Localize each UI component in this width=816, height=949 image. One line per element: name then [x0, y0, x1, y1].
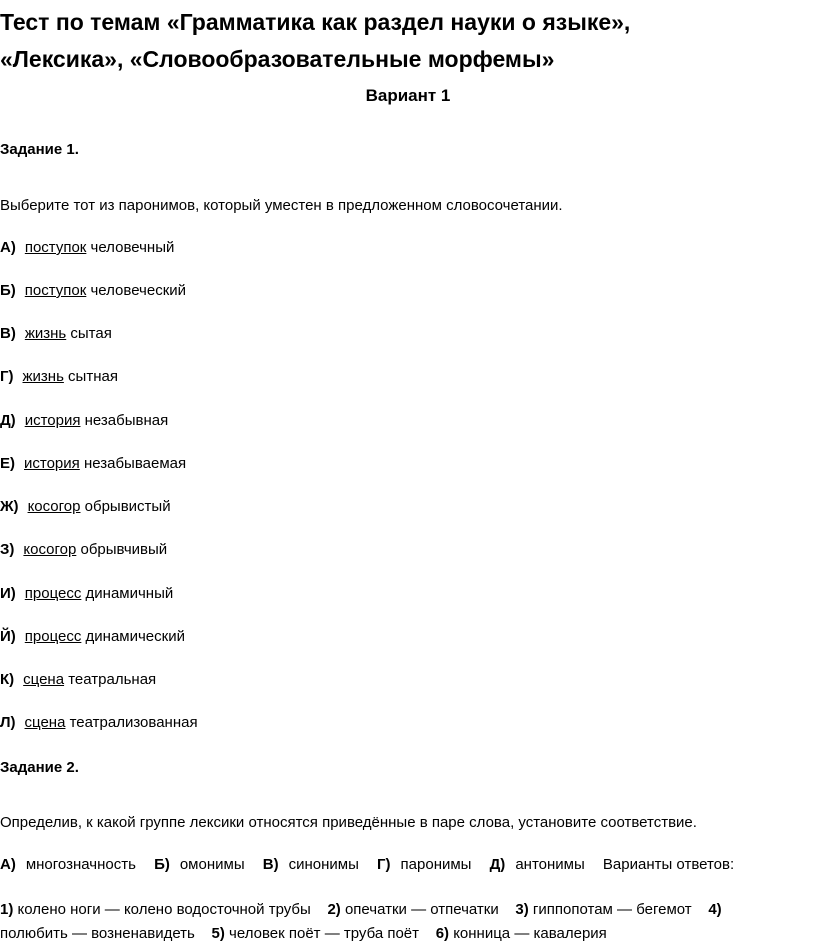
group-name: антонимы [515, 856, 585, 873]
option-word: жизнь [22, 368, 64, 385]
group-letter: Д) [489, 856, 506, 873]
task1-instruction: Выберите тот из паронимов, который уместен в предложенном словосочетании. [0, 197, 563, 214]
option-letter: Д) [0, 412, 16, 429]
option-rest: обрывчивый [76, 541, 168, 558]
title-line-2: «Лексика», «Словообразовательные морфемы» [0, 46, 555, 72]
option-rest: обрывистый [80, 498, 171, 515]
group-name: омонимы [179, 856, 245, 873]
pair-number: 6) [435, 925, 450, 942]
option-item [0, 412, 168, 429]
option-rest: театрализованная [65, 714, 198, 731]
option-letter: И) [0, 585, 16, 602]
option-word: сцена [23, 671, 65, 688]
pair-text: конница — кавалерия [449, 925, 607, 942]
task1-heading: Задание 1. [0, 141, 79, 158]
lexical-groups [0, 856, 734, 873]
pair-text: гиппопотам — бегемот [528, 901, 692, 918]
group-name: синонимы [288, 856, 359, 873]
option-item [0, 498, 171, 515]
option-letter: З) [0, 541, 15, 558]
option-item [0, 541, 167, 558]
option-item [0, 239, 174, 256]
group-letter: Г) [377, 856, 391, 873]
option-rest: незабываемая [79, 455, 187, 472]
document-title [0, 4, 800, 78]
pair-number: 5) [211, 925, 225, 942]
pair-text: полюбить — возненавидеть [0, 925, 195, 942]
option-letter: Ж) [0, 498, 19, 515]
option-letter: А) [0, 239, 16, 256]
option-rest: незабывная [80, 412, 169, 429]
group-letter: В) [262, 856, 279, 873]
option-rest: человечный [86, 239, 175, 256]
task2-heading: Задание 2. [0, 759, 79, 776]
option-letter: К) [0, 671, 15, 688]
option-word: косогор [27, 498, 81, 515]
pair-number: 4) [708, 901, 722, 918]
option-item [0, 628, 185, 645]
option-letter: Е) [0, 455, 15, 472]
option-word: процесс [24, 628, 82, 645]
group-letter: А) [0, 856, 16, 873]
pair-text: опечатки — отпечатки [340, 901, 499, 918]
group-letter: Б) [154, 856, 170, 873]
option-letter: Й) [0, 628, 16, 645]
option-rest: динамичный [81, 585, 174, 602]
group-name: многозначность [25, 856, 136, 873]
option-letter: Г) [0, 368, 14, 385]
task2-instruction: Определив, к какой группе лексики относятся приведённые в паре слова, установите соответствие. [0, 814, 697, 831]
option-word: поступок [24, 239, 87, 256]
option-item [0, 455, 186, 472]
group-name: паронимы [400, 856, 472, 873]
option-letter: В) [0, 325, 16, 342]
option-item [0, 671, 156, 688]
pair-text: колено ноги — колено водосточной трубы [13, 901, 311, 918]
option-word: история [24, 412, 81, 429]
option-word: косогор [23, 541, 77, 558]
option-word: процесс [24, 585, 82, 602]
option-letter: Б) [0, 282, 16, 299]
pair-text: человек поёт — труба поёт [224, 925, 420, 942]
option-word: жизнь [24, 325, 67, 342]
option-rest: сытая [66, 325, 112, 342]
title-line-1: Тест по темам «Грамматика как раздел науки о языке», [0, 9, 631, 35]
option-rest: человеческий [86, 282, 187, 299]
option-item [0, 368, 118, 385]
option-rest: сытная [63, 368, 118, 385]
option-word: поступок [24, 282, 87, 299]
option-item [0, 585, 173, 602]
pair-number: 2) [327, 901, 341, 918]
option-letter: Л) [0, 714, 16, 731]
answers-label: Варианты ответов: [602, 856, 735, 873]
option-rest: театральная [64, 671, 157, 688]
pair-number: 1) [0, 901, 14, 918]
option-item [0, 714, 198, 731]
option-word: история [24, 455, 80, 472]
word-pairs [0, 898, 790, 946]
option-item [0, 325, 112, 342]
option-word: сцена [24, 714, 66, 731]
option-item [0, 282, 186, 299]
variant-heading: Вариант 1 [365, 86, 451, 105]
option-rest: динамический [81, 628, 185, 645]
pair-number: 3) [515, 901, 529, 918]
